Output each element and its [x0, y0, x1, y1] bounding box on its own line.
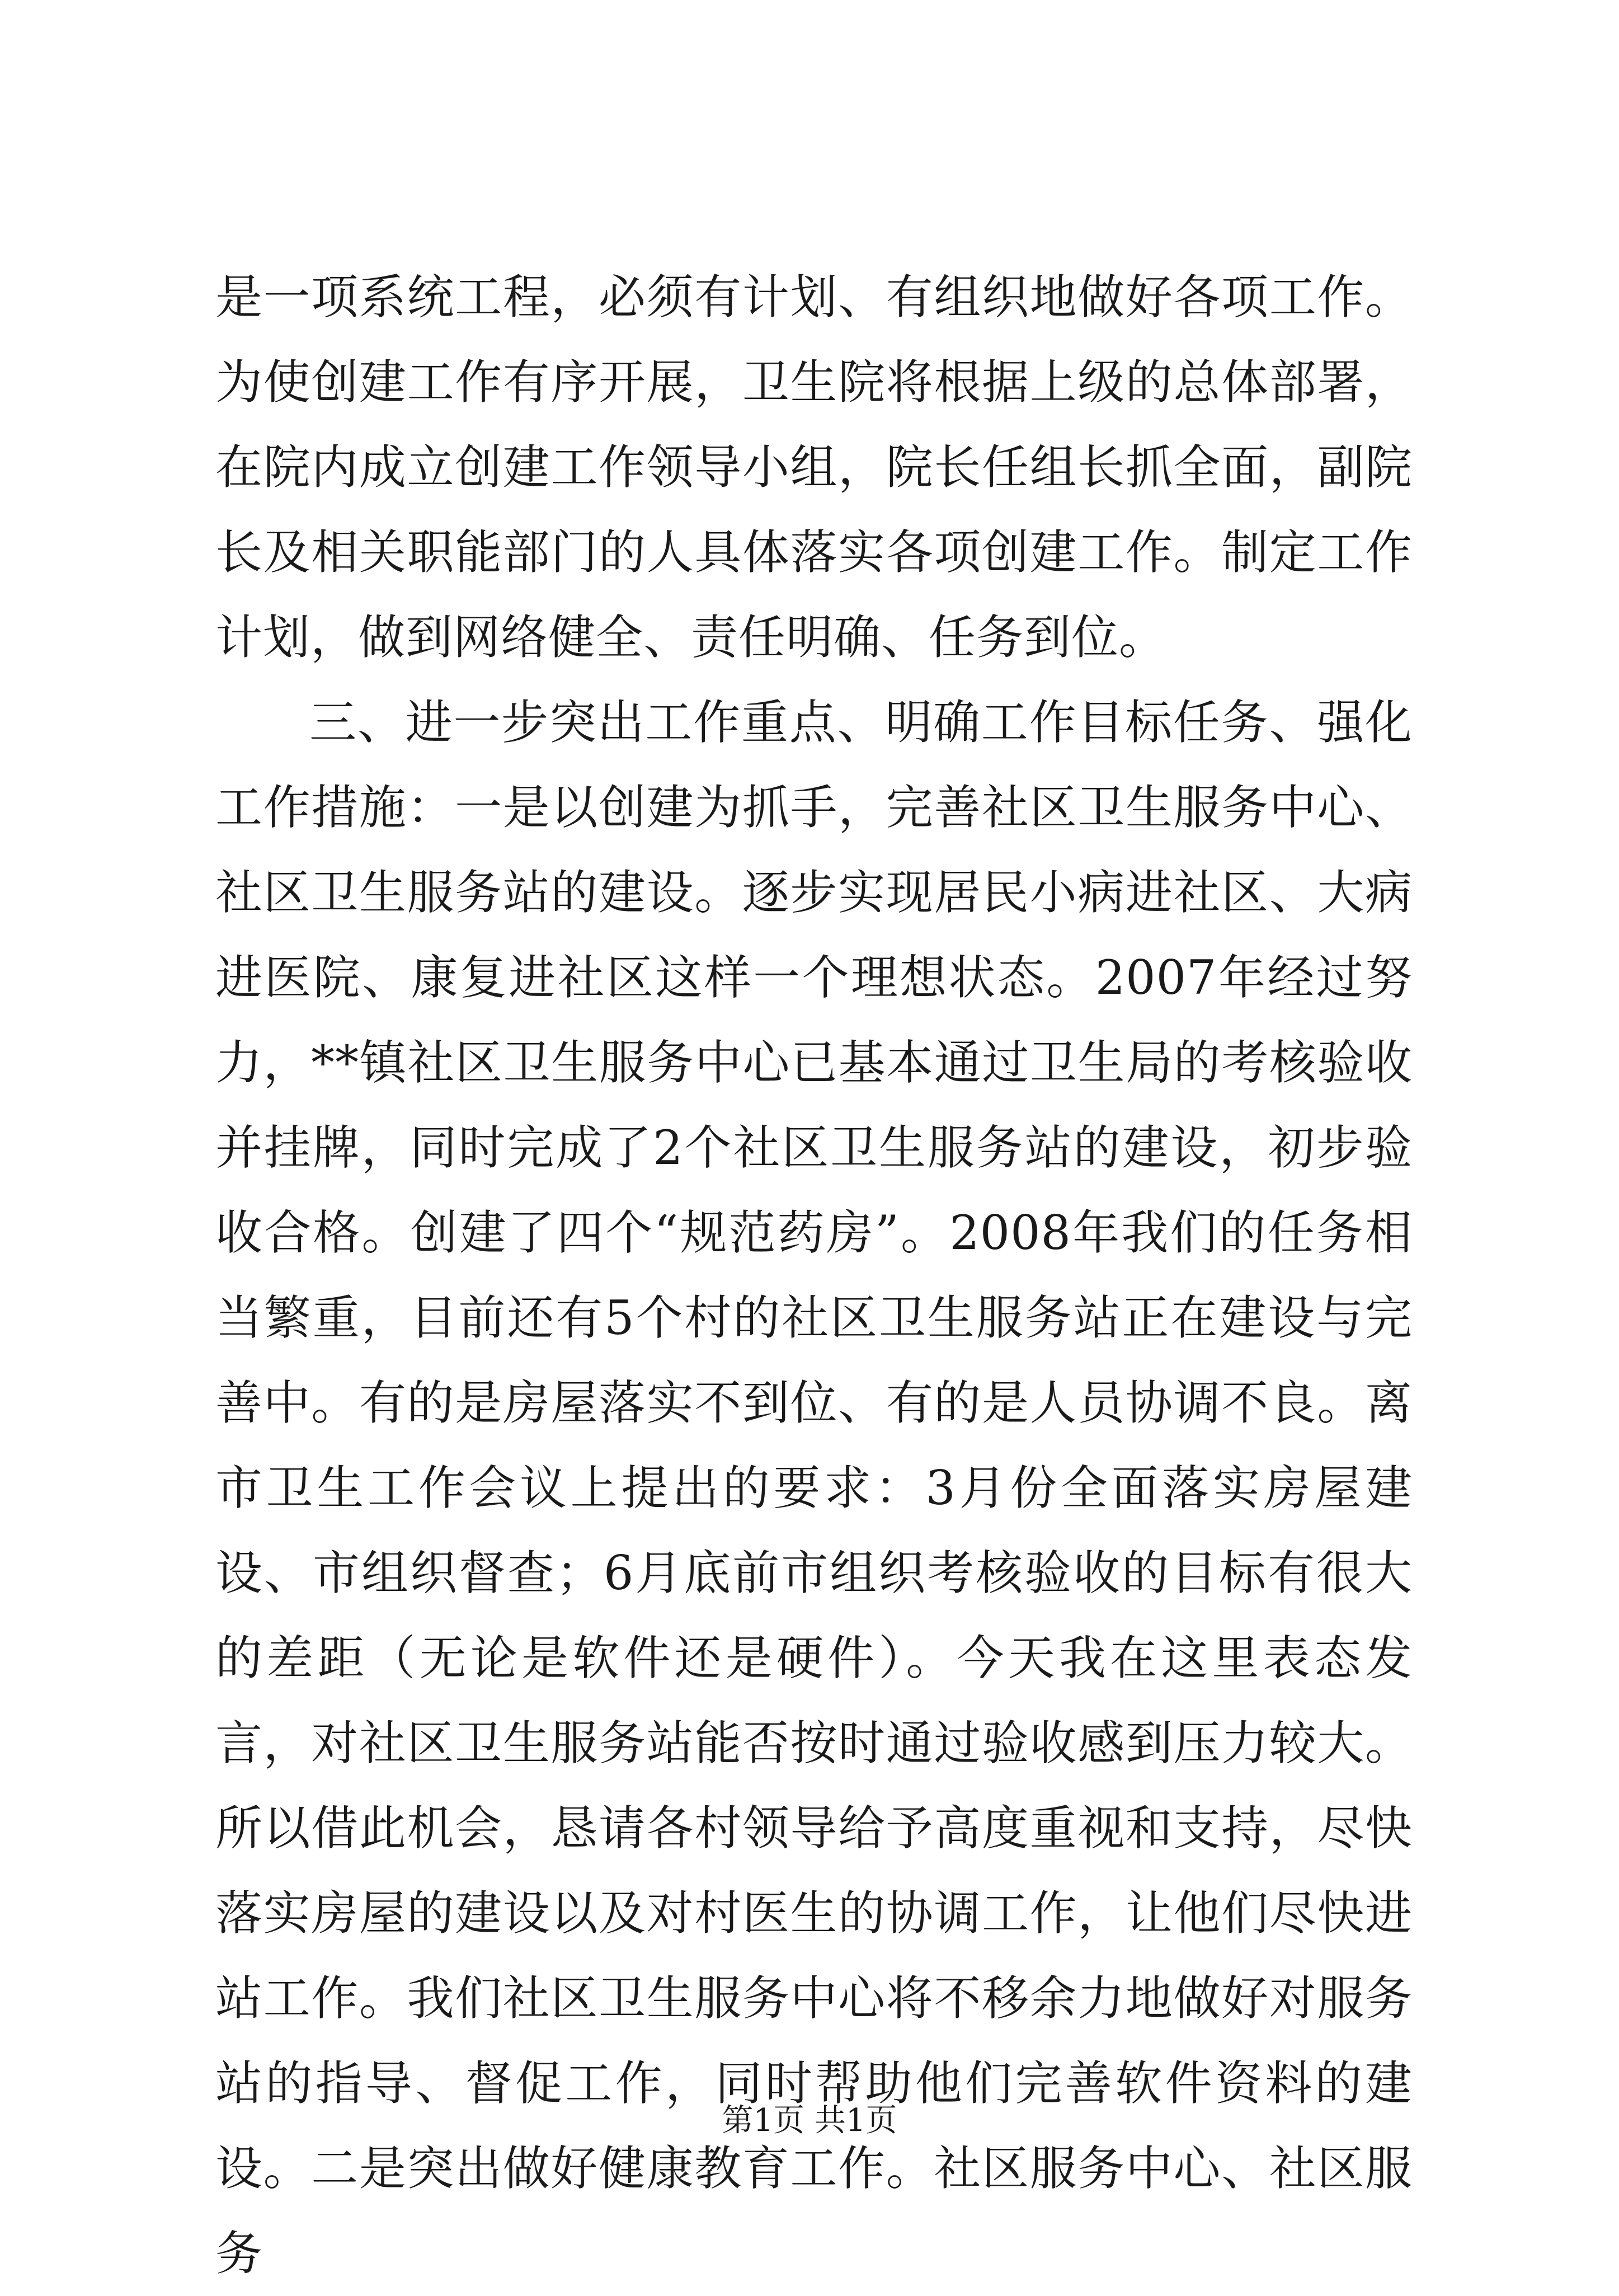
page-footer: 第1页 共1页	[722, 2102, 897, 2139]
paragraph-2: 三、进一步突出工作重点、明确工作目标任务、强化工作措施：一是以创建为抓手，完善社区卫生服务中心、社区卫生服务站的建设。逐步实现居民小病进社区、大病进医院、康复进社区这样一个理想状态。2007年经过努力，**镇社区卫生服务中心已基本通过卫生局的考核验收并挂牌，同时完成了2个社区卫生服务站的建设，初步验收合格。创建了四个“规范药房”。2008年我们的任务相当繁重，目前还有5个村的社区卫生服务站正在建设与完善中。有的是房屋落实不到位、有的是人员协调不良。离市卫生工作会议上提出的要求：3月份全面落实房屋建设、市组织督查；6月底前市组织考核验收的目标有很大的差距（无论是软件还是硬件）。今天我在这里表态发言，对社区卫生服务站能否按时通过验收感到压力较大。所以借此机会，恳请各村领导给予高度重视和支持，尽快落实房屋的建设以及对村医生的协调工作，让他们尽快进站工作。我们社区卫生服务中心将不移余力地做好对服务站的指导、督促工作，同时帮助他们完善软件资料的建设。二是突出做好健康教育工作。社区服务中心、社区服务	[215, 695, 1413, 2281]
paragraph-1: 是一项系统工程，必须有计划、有组织地做好各项工作。为使创建工作有序开展，卫生院将根据上级的总体部署，在院内成立创建工作领导小组，院长任组长抓全面，副院长及相关职能部门的人具体落实各项创建工作。制定工作计划，做到网络健全、责任明确、任务到位。	[215, 270, 1413, 665]
document-body	[215, 255, 1413, 2296]
